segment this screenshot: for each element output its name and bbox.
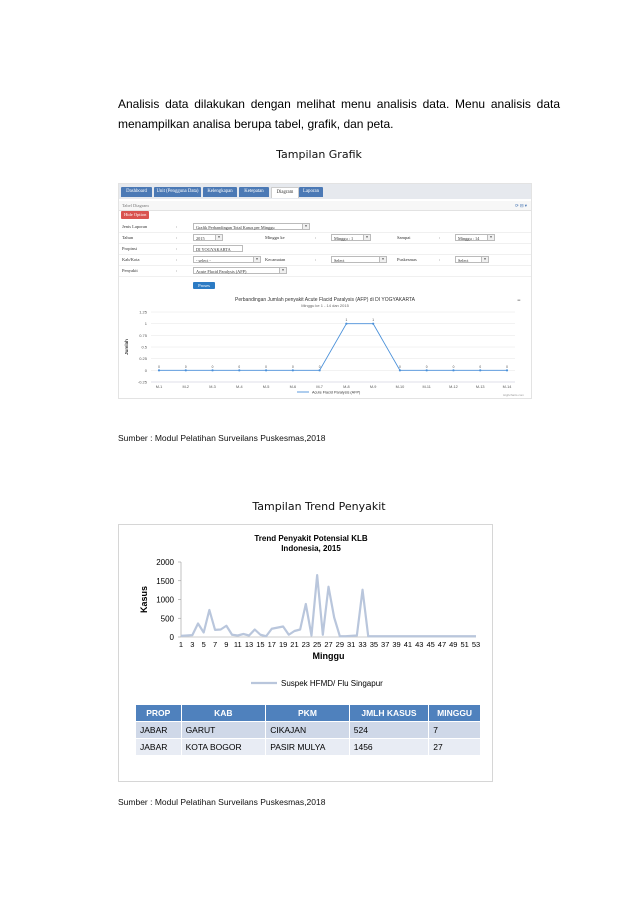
tab-unit[interactable]: Unit (Pengguna Data) xyxy=(154,187,201,197)
col-header-kab: KAB xyxy=(181,705,266,722)
series-line xyxy=(181,575,476,636)
x-tick-label: 41 xyxy=(403,640,413,649)
table-row xyxy=(136,739,481,756)
data-label: 0 xyxy=(479,364,482,369)
x-tick-label: 49 xyxy=(449,640,458,649)
x-tick-label: 37 xyxy=(381,640,390,649)
select-value: Acute Flacid Paralysis (AFP) xyxy=(196,269,247,274)
chevron-down-icon: ▾ xyxy=(481,257,488,262)
label-sampai: Sampai xyxy=(397,235,411,240)
legend-label: Acute Flacid Paralysis (AFP) xyxy=(312,390,361,395)
col-header-pkm: PKM xyxy=(266,705,350,722)
x-tick-label: 21 xyxy=(290,640,299,649)
x-axis-label: Minggu xyxy=(312,651,345,661)
x-tick-label: 45 xyxy=(426,640,435,649)
select-value: - select - xyxy=(196,258,211,263)
select-kab[interactable] xyxy=(193,256,261,263)
intro-line-2: menampilkan analisa berupa tabel, grafik, dan peta. xyxy=(118,117,394,131)
x-tick-label: M-2 xyxy=(182,385,190,389)
data-label: 0 xyxy=(158,364,160,369)
table-row xyxy=(136,722,481,739)
colon: : xyxy=(176,235,178,240)
label-provinsi: Propinsi xyxy=(122,246,138,251)
select-sampai[interactable] xyxy=(455,234,495,241)
data-label: 0 xyxy=(184,364,187,369)
select-minggu-ke[interactable] xyxy=(331,234,371,241)
data-point xyxy=(158,369,160,371)
col-header-prop: PROP xyxy=(136,705,182,722)
label-penyakit: Penyakit xyxy=(122,268,138,273)
data-point xyxy=(399,369,401,371)
select-value: Select xyxy=(334,258,345,263)
label-tahun: Tahun xyxy=(122,235,134,240)
x-tick-label: 1 xyxy=(178,640,184,649)
data-label: 0 xyxy=(452,364,455,369)
data-point xyxy=(238,369,240,371)
sub-toolbar xyxy=(119,201,531,211)
trend-line-chart xyxy=(119,525,492,703)
select-penyakit[interactable] xyxy=(193,267,287,274)
chart-title: Perbandingan Jumlah penyakit Acute Flacid Paralysis (AFP) di DI YOGYAKARTA xyxy=(235,297,415,303)
colon: : xyxy=(315,235,317,240)
data-label: 0 xyxy=(318,364,321,369)
y-tick-label: 0.5 xyxy=(141,344,147,350)
col-header-minggu: MINGGU xyxy=(429,705,481,722)
x-tick-label: M-11 xyxy=(422,385,431,389)
select-tahun[interactable] xyxy=(193,234,223,241)
data-point xyxy=(345,323,347,325)
select-kecamatan[interactable] xyxy=(331,256,387,263)
trend-figure xyxy=(118,524,493,782)
data-point xyxy=(426,369,428,371)
data-label: 0 xyxy=(425,364,428,369)
section-title-trend: Tampilan Trend Penyakit xyxy=(252,500,386,513)
x-tick-label: M-3 xyxy=(209,385,216,389)
data-label: 0 xyxy=(399,364,401,369)
colon: : xyxy=(176,246,178,251)
y-tick-label: 0 xyxy=(144,367,147,373)
colon: : xyxy=(439,257,441,262)
data-point xyxy=(506,369,508,371)
subbar-label: Tabel Diagram xyxy=(122,203,149,208)
afp-line-chart xyxy=(119,294,531,398)
data-point xyxy=(452,369,454,371)
y-tick-label: 500 xyxy=(160,614,174,624)
select-value: Minggu : 14 xyxy=(458,236,480,241)
data-point xyxy=(211,369,213,371)
menu-icon: ≡ xyxy=(517,298,521,304)
colon: : xyxy=(176,257,178,262)
intro-paragraph xyxy=(118,94,560,134)
data-point xyxy=(479,369,481,371)
x-tick-label: 3 xyxy=(190,640,195,649)
x-tick-label: 35 xyxy=(369,640,379,649)
x-tick-label: M-12 xyxy=(449,385,458,389)
app-screenshot xyxy=(118,183,532,399)
data-label: 1 xyxy=(372,318,375,323)
nav-tabs xyxy=(119,184,531,199)
data-label: 0 xyxy=(211,364,214,369)
data-point xyxy=(185,369,187,371)
x-tick-label: 43 xyxy=(415,640,424,649)
x-tick-label: 19 xyxy=(278,640,288,649)
y-tick-label: 1.25 xyxy=(139,309,147,315)
select-value: DI YOGYAKARTA xyxy=(196,247,231,252)
chart-subtitle: Indonesia, 2015 xyxy=(281,544,341,553)
x-tick-label: 23 xyxy=(301,640,310,649)
cell-kab: GARUT xyxy=(181,722,266,739)
colon: : xyxy=(439,235,441,240)
toolbar-icons[interactable]: ⟳ ⊟ ▾ xyxy=(514,203,527,208)
chevron-down-icon: ▾ xyxy=(302,224,309,229)
x-tick-label: 15 xyxy=(256,640,265,649)
label-puskesmas: Puskesmas xyxy=(397,257,417,262)
data-label: 0 xyxy=(506,364,508,369)
x-tick-label: 25 xyxy=(312,640,322,649)
kasus-table xyxy=(135,704,481,756)
chevron-down-icon: ▾ xyxy=(215,235,222,240)
x-tick-label: 53 xyxy=(471,640,481,649)
tab-laporan[interactable]: Laporan xyxy=(299,187,323,197)
afp-chart-area xyxy=(119,294,531,398)
y-tick-label: 0.75 xyxy=(139,332,147,338)
colon: : xyxy=(176,224,178,229)
x-tick-label: M-9 xyxy=(369,385,377,389)
y-axis-label: Jumlah xyxy=(124,339,129,355)
cell-prop: JABAR xyxy=(136,722,182,739)
select-value: 2015 xyxy=(196,236,205,241)
label-kab: Kab/Kota xyxy=(122,257,140,262)
chevron-down-icon: ▾ xyxy=(487,235,494,240)
x-tick-label: M-10 xyxy=(395,385,405,389)
source-note-2: Sumber : Modul Pelatihan Surveilans Puskesmas,2018 xyxy=(118,797,326,807)
tab-diagram[interactable]: Diagram xyxy=(271,187,299,198)
x-tick-label: 13 xyxy=(244,640,254,649)
cell-pkm: PASIR MULYA xyxy=(266,739,350,756)
x-tick-label: M-1 xyxy=(155,385,163,389)
cell-minggu: 27 xyxy=(429,739,481,756)
cell-jmlh-kasus: 1456 xyxy=(349,739,428,756)
colon: : xyxy=(176,268,178,273)
legend-label: Suspek HFMD/ Flu Singapur xyxy=(281,679,383,688)
x-tick-label: 39 xyxy=(392,640,401,649)
cell-pkm: CIKAJAN xyxy=(266,722,350,739)
x-tick-label: 9 xyxy=(224,640,229,649)
data-label: 0 xyxy=(238,364,241,369)
chevron-down-icon: ▾ xyxy=(363,235,370,240)
label-minggu-ke: Minggu ke xyxy=(265,235,285,240)
x-tick-label: 27 xyxy=(324,640,333,649)
colon: : xyxy=(315,257,317,262)
y-tick-label: 2000 xyxy=(156,558,174,567)
x-tick-label: 51 xyxy=(460,640,469,649)
x-tick-label: M-7 xyxy=(316,385,323,389)
cell-jmlh-kasus: 524 xyxy=(349,722,428,739)
x-tick-label: 5 xyxy=(201,640,206,649)
label-kecamatan: Kecamatan xyxy=(265,257,286,262)
cell-kab: KOTA BOGOR xyxy=(181,739,266,756)
y-axis-label: Kasus xyxy=(139,585,149,614)
x-tick-label: 29 xyxy=(335,640,345,649)
data-point xyxy=(319,369,321,371)
y-tick-label: 0.25 xyxy=(139,356,147,362)
select-value: Grafik Perbandingan Total Kasus per Minggu xyxy=(196,225,275,230)
y-tick-label: -0.25 xyxy=(137,379,147,385)
chevron-down-icon: ▾ xyxy=(379,257,386,262)
chevron-down-icon: ▾ xyxy=(253,257,260,262)
cell-prop: JABAR xyxy=(136,739,182,756)
x-tick-label: 33 xyxy=(358,640,367,649)
x-tick-label: 7 xyxy=(212,640,218,649)
cell-minggu: 7 xyxy=(429,722,481,739)
source-note-1: Sumber : Modul Pelatihan Surveilans Puskesmas,2018 xyxy=(118,433,326,443)
table-header-row xyxy=(136,705,481,722)
hide-option-button[interactable]: Hide Option xyxy=(121,211,149,219)
data-label: 1 xyxy=(345,318,348,323)
y-tick-label: 1 xyxy=(144,321,147,327)
x-tick-label: M-6 xyxy=(289,385,297,389)
intro-line-1: Analisis data dilakukan dengan melihat menu analisis data. Menu analisis data xyxy=(118,97,560,111)
data-point xyxy=(292,369,294,371)
x-tick-label: 11 xyxy=(233,640,242,649)
select-value: Select xyxy=(458,258,469,263)
chart-title: Trend Penyakit Potensial KLB xyxy=(254,534,368,543)
tab-ketepatan[interactable]: Ketepatan xyxy=(239,187,269,197)
data-point xyxy=(372,323,374,325)
select-provinsi[interactable] xyxy=(193,245,243,252)
y-tick-label: 1000 xyxy=(156,595,174,605)
x-tick-label: M-8 xyxy=(343,385,350,389)
select-puskesmas[interactable] xyxy=(455,256,489,263)
chart-subtitle: Minggu ke 1 - 14 dan 2015 xyxy=(301,303,349,308)
select-value: Minggu : 1 xyxy=(334,236,354,241)
x-tick-label: M-4 xyxy=(236,385,243,389)
y-tick-label: 0 xyxy=(169,633,174,642)
x-tick-label: M-13 xyxy=(475,385,485,389)
x-tick-label: 47 xyxy=(437,640,447,649)
y-tick-label: 1500 xyxy=(156,576,174,586)
col-header-jmlh-kasus: JMLH KASUS xyxy=(349,705,428,722)
tab-dashboard[interactable]: Dashboard xyxy=(121,187,152,197)
x-tick-label: 17 xyxy=(267,640,276,649)
x-tick-label: M-14 xyxy=(502,385,512,389)
section-title-grafik: Tampilan Grafik xyxy=(276,148,362,161)
x-tick-label: M-5 xyxy=(262,385,270,389)
chart-credit: Highcharts.com xyxy=(503,393,524,397)
data-point xyxy=(265,369,267,371)
label-jenis-laporan: Jenis Laporan xyxy=(122,224,148,229)
data-label: 0 xyxy=(265,364,267,369)
proses-button[interactable]: Proses xyxy=(193,282,215,289)
data-label: 0 xyxy=(291,364,294,369)
select-jenis-laporan[interactable] xyxy=(193,223,310,230)
x-tick-label: 31 xyxy=(347,640,356,649)
row-penyakit xyxy=(119,265,531,277)
chevron-down-icon: ▾ xyxy=(279,268,286,273)
tab-kelengkapan[interactable]: Kelengkapan xyxy=(203,187,237,197)
